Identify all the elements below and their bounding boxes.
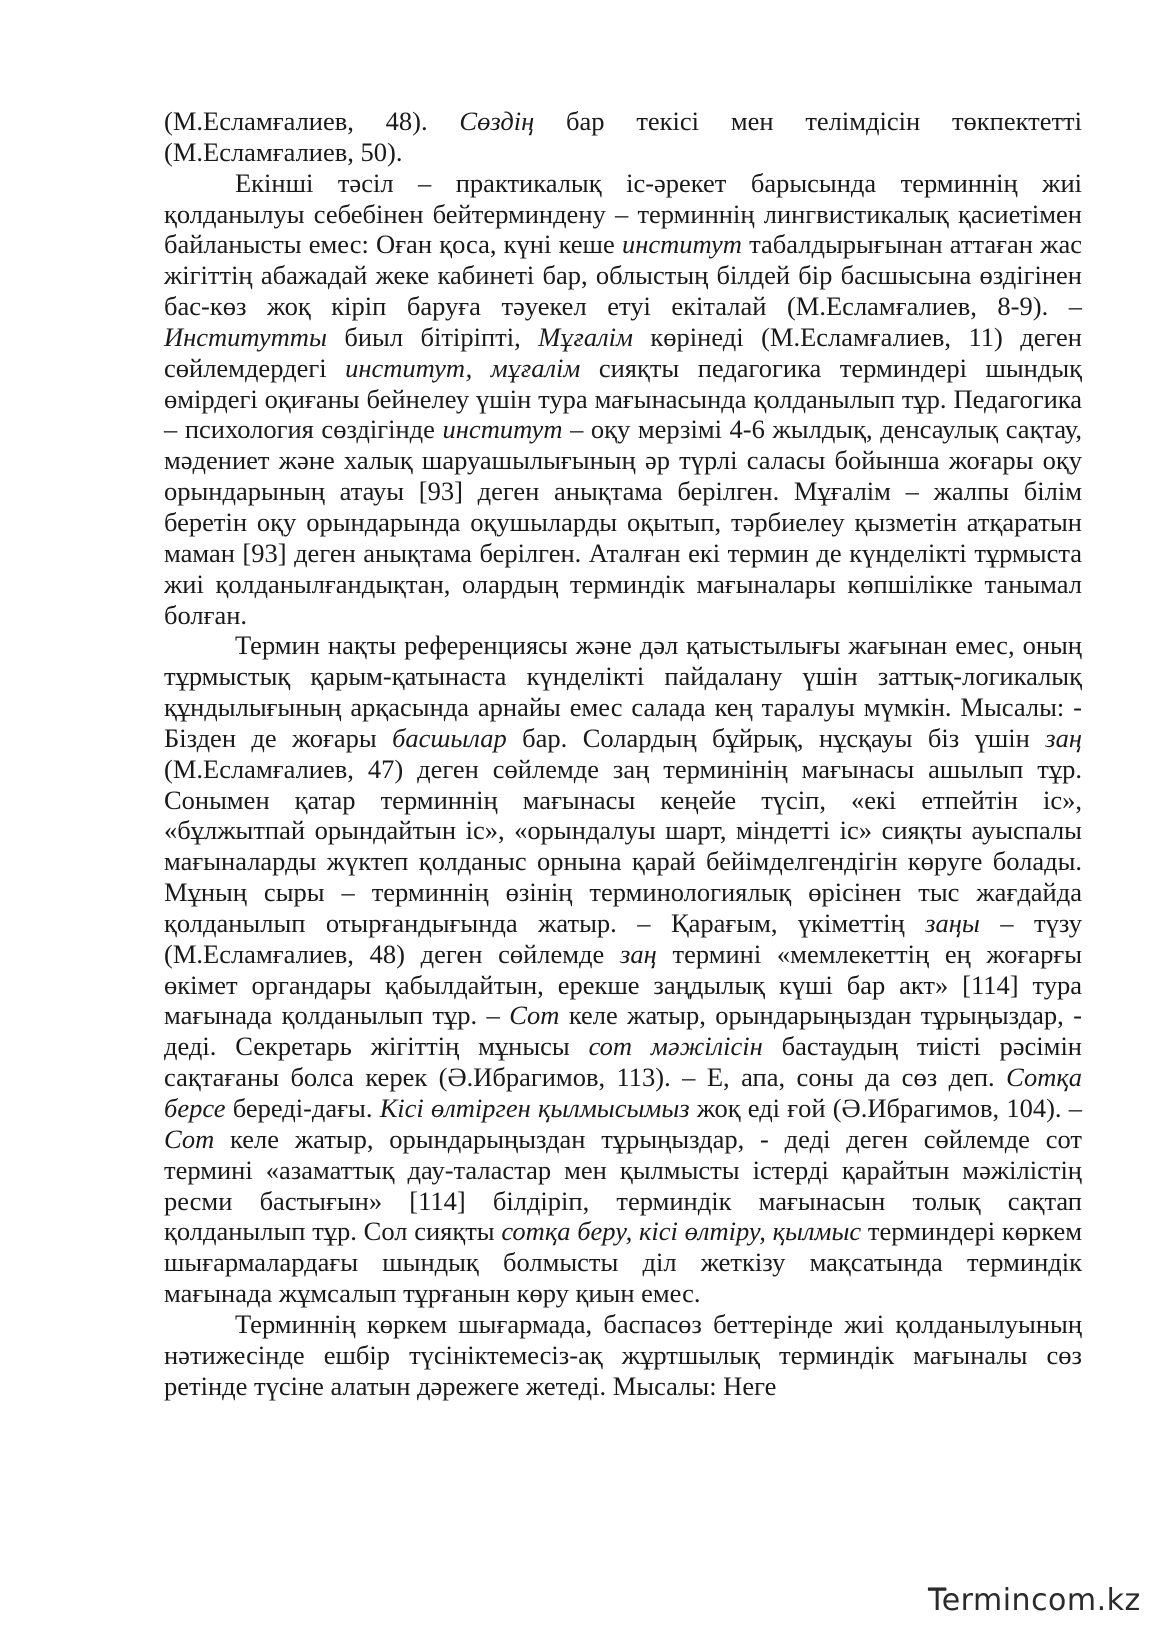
text-run: бар текісі мен телімдісін төкпектетті (М.Есламғалиев, 50). (164, 106, 1082, 167)
text-run: береді-дағы. (225, 1093, 380, 1123)
termincom-watermark-logo (928, 1583, 1141, 1625)
paragraph (164, 168, 1082, 631)
paragraph (164, 106, 1082, 168)
text-run: (М.Есламғалиев, 47) деген сөйлемде заң терминінің мағынасы ашылып тұр. Сонымен қатар терминнің мағынасы кеңейе түсіп, «екі етпейтін іс», «бұлжытпай орындайтын іс», «орындалуы шарт, міндетті іс» сияқты ауыспалы мағыналарды жүктеп қолданыс орнына қарай бейімделгендігін көруге болады. Мұның сыры – терминнің өзінің терминологиялық өрісінен тыс жағдайда қолданылып отырғандығында жатыр. – Қарағым, үкіметтің (164, 753, 1082, 938)
italic-term: Мұғалім (538, 321, 633, 352)
italic-term: Сот (164, 1123, 215, 1154)
paragraph (164, 630, 1082, 1309)
italic-term: сот мәжілісін (588, 1031, 763, 1062)
paragraph (164, 1309, 1082, 1402)
text-run: жоқ еді ғой (Ә.Ибрагимов, 104). – (689, 1093, 1082, 1123)
italic-term: Сотқа берсе (164, 1062, 1082, 1123)
italic-term: Институтты (164, 321, 327, 352)
text-run: келе жатыр, орындарыңыздан тұрыңыздар, - деді. Секретарь жігіттің мұнысы (164, 1000, 1082, 1062)
text-run: келе жатыр, орындарыңыздан тұрыңыздар, - деді деген сөйлемде сот термині «азаматтық дау-таластар мен қылмысты істерді қарайтын мәжілістің ресми бастығын» [114] білдіріп, терминдік мағынасын толық сақтап қолданылып тұр. Сол сияқты (164, 1123, 1082, 1247)
italic-term: институт, мұғалім (345, 352, 581, 383)
text-run: бастаудың тиісті рәсімін сақтағаны болса керек (Ә.Ибрагимов, 113). – Е, апа, соны да сөз деп. (164, 1031, 1082, 1093)
watermark-text: Termincom.kz (928, 1583, 1141, 1618)
italic-term: сотқа беру, кісі өлтіру, қылмыс (501, 1216, 862, 1247)
italic-term: Сөздің (459, 106, 535, 136)
italic-term: Сот (509, 1000, 560, 1031)
text-run: (М.Есламғалиев, 48). (164, 106, 460, 136)
text-run: бар. Солардың бұйрық, нұсқауы біз үшін (506, 722, 1046, 753)
text-run: термині «мемлекеттің ең жоғарғы өкімет органдары қабылдайтын, ерекше заңдылық күші бар акт» [114] тура мағынада қолданылып тұр. – (164, 938, 1082, 1031)
text-run: Терминнің көркем шығармада, баспасөз беттерінде жиі қолданылуының нәтижесінде ешбір түсініктемесіз-ақ жұртшылық терминдік мағыналы сөз ретінде түсіне алатын дәрежеге жетеді. Мысалы: Неге (164, 1308, 1082, 1401)
italic-term: басшылар (392, 722, 507, 753)
italic-term: заң (1045, 722, 1082, 753)
text-run: Термин нақты референциясы және дәл қатыстылығы жағынан емес, оның тұрмыстық қарым-қатынаста күнделікті пайдалану үшін заттық-логикалық құндылығының арқасында арнайы емес салада кең таралуы мүмкін. Мысалы: - Бізден де жоғары (164, 630, 1082, 753)
text-run: табалдырығынан аттаған жас жігіттің абажадай жеке кабинеті бар, облыстың білдей бір басшысына өздігінен бас-көз жоқ кіріп баруға тәуекел етуі екіталай (М.Есламғалиев, 8-9). – (164, 229, 1082, 322)
text-run: көрінеді (М.Есламғалиев, 11) деген сөйлемдердегі (164, 321, 1082, 383)
text-run: биыл бітіріпті, (326, 321, 539, 352)
italic-term: институт (442, 414, 563, 445)
text-run: Екінші тәсіл – практикалық іс-әрекет барысында терминнің жиі қолданылуы себебінен бейтерминдену – терминнің лингвистикалық қасиетімен байланысты емес: Оған қоса, күні кеше (164, 167, 1082, 260)
document-body (164, 106, 1082, 1401)
text-run: терминдері көркем шығармалардағы шындық болмысты діл жеткізу мақсатында терминдік мағынада жұмсалып тұрғанын көру қиын емес. (164, 1216, 1082, 1309)
text-run: – түзу (М.Есламғалиев, 48) деген сөйлемде (164, 907, 1082, 969)
italic-term: Кісі өлтірген қылмысымыз (379, 1093, 690, 1123)
italic-term: институт (621, 229, 742, 260)
text-run: – оқу мерзімі 4-6 жылдық, денсаулық сақтау, мәдениет және халық шаруашылығының әр түрлі саласы бойынша жоғары оқу орындарының атауы [93] деген анықтама берілген. Мұғалім – жалпы білім беретін оқу орындарында оқушыларды оқытып, тәрбиелеу қызметін атқаратын маман [93] деген анықтама берілген. Аталған екі термин де күнделікті тұрмыста жиі қолданылғандықтан, олардың терминдік мағыналары көпшілікке танымал болған. (164, 414, 1082, 630)
italic-term: заңы (925, 907, 980, 938)
text-run: сияқты педагогика терминдері шындық өмірдегі оқиғаны бейнелеу үшін тура мағынасында қолданылып тұр. Педагогика – психология сөздігінде (164, 352, 1082, 445)
italic-term: заң (620, 938, 657, 969)
